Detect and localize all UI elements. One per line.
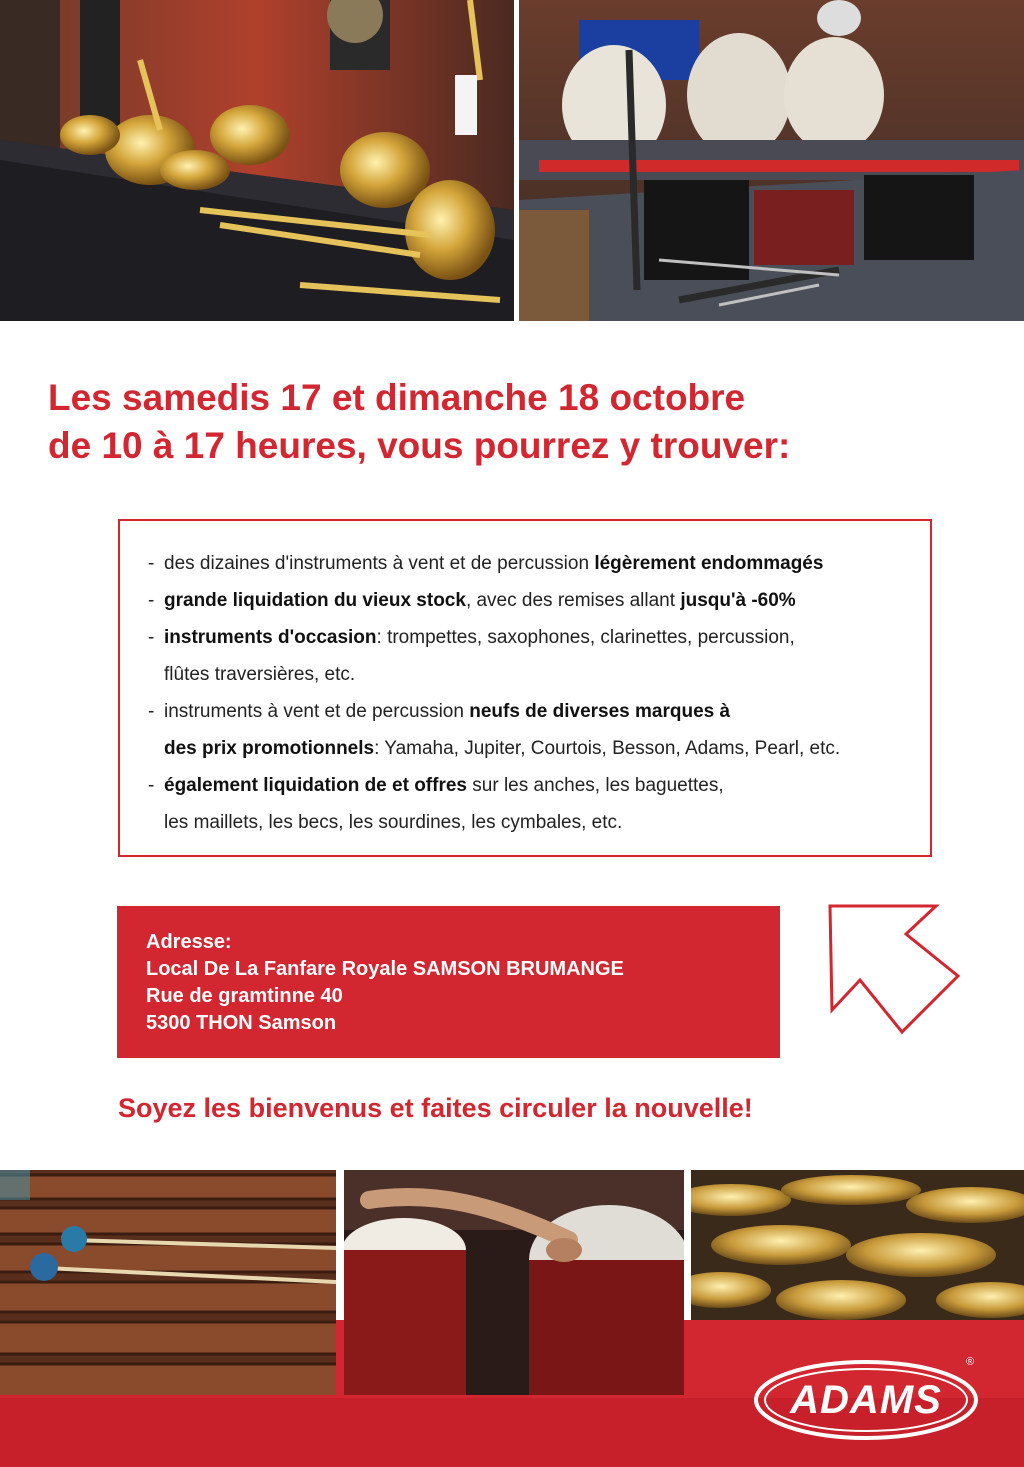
page-headline bbox=[48, 374, 1008, 470]
offer-continuation bbox=[148, 804, 930, 841]
logo-text: ADAMS bbox=[790, 1377, 942, 1422]
offer-item bbox=[148, 767, 930, 841]
address-line-1: Local De La Fanfare Royale SAMSON BRUMANGE bbox=[146, 958, 624, 980]
address-line-3: 5300 THON Samson bbox=[146, 1012, 337, 1034]
photo-drummer bbox=[344, 1170, 684, 1395]
offer-text-bold: grande liquidation du vieux stock bbox=[164, 590, 466, 611]
offer-text: les maillets, les becs, les sourdines, les cymbales, etc. bbox=[164, 812, 623, 833]
arrow-up-left-outline-icon bbox=[826, 900, 966, 1040]
offer-continuation bbox=[148, 730, 930, 767]
offer-item bbox=[148, 582, 930, 619]
headline-line-2: de 10 à 17 heures, vous pourrez y trouver: bbox=[48, 425, 791, 466]
welcome-message: Soyez les bienvenus et faites circuler la nouvelle! bbox=[118, 1093, 753, 1123]
address-line-2: Rue de gramtinne 40 bbox=[146, 985, 343, 1007]
offers-box bbox=[118, 519, 932, 857]
bullet-dash: - bbox=[148, 627, 155, 648]
bullet-dash: - bbox=[148, 553, 155, 574]
offer-text-bold: instruments d'occasion bbox=[164, 627, 377, 648]
offer-continuation bbox=[148, 656, 930, 693]
offer-item bbox=[148, 619, 930, 693]
address-label: Adresse: bbox=[146, 931, 232, 953]
offer-text-bold: des prix promotionnels bbox=[164, 738, 375, 759]
address-box bbox=[117, 906, 780, 1058]
offer-text-bold: neufs de diverses marques à bbox=[469, 701, 731, 722]
offer-text: : trompettes, saxophones, clarinettes, percussion, bbox=[376, 627, 795, 648]
headline-line-1: Les samedis 17 et dimanche 18 octobre bbox=[48, 377, 746, 418]
bullet-dash: - bbox=[148, 775, 155, 796]
offer-item bbox=[148, 693, 930, 767]
offer-text: : Yamaha, Jupiter, Courtois, Besson, Adams, Pearl, etc. bbox=[374, 738, 841, 759]
offer-item bbox=[148, 545, 930, 582]
offer-text-bold: également liquidation de et offres bbox=[164, 775, 467, 796]
photo-brass-instruments bbox=[0, 0, 514, 321]
offer-text-bold: jusqu'à -60% bbox=[680, 590, 796, 611]
offer-text: instruments à vent et de percussion bbox=[164, 701, 470, 722]
offer-text: flûtes traversières, etc. bbox=[164, 664, 356, 685]
photo-marimba-mallets bbox=[0, 1170, 336, 1395]
offer-text: sur les anches, les baguettes, bbox=[467, 775, 724, 796]
offers-list bbox=[120, 521, 930, 841]
bullet-dash: - bbox=[148, 701, 155, 722]
offer-text-bold: légèrement endommagés bbox=[594, 553, 824, 574]
photo-drums-clarinets bbox=[519, 0, 1024, 321]
offer-text: des dizaines d'instruments à vent et de percussion bbox=[164, 553, 595, 574]
offer-text: , avec des remises allant bbox=[465, 590, 681, 611]
registered-mark: ® bbox=[966, 1356, 975, 1368]
adams-logo bbox=[752, 1358, 980, 1442]
photo-cymbals bbox=[691, 1170, 1024, 1320]
bullet-dash: - bbox=[148, 590, 155, 611]
